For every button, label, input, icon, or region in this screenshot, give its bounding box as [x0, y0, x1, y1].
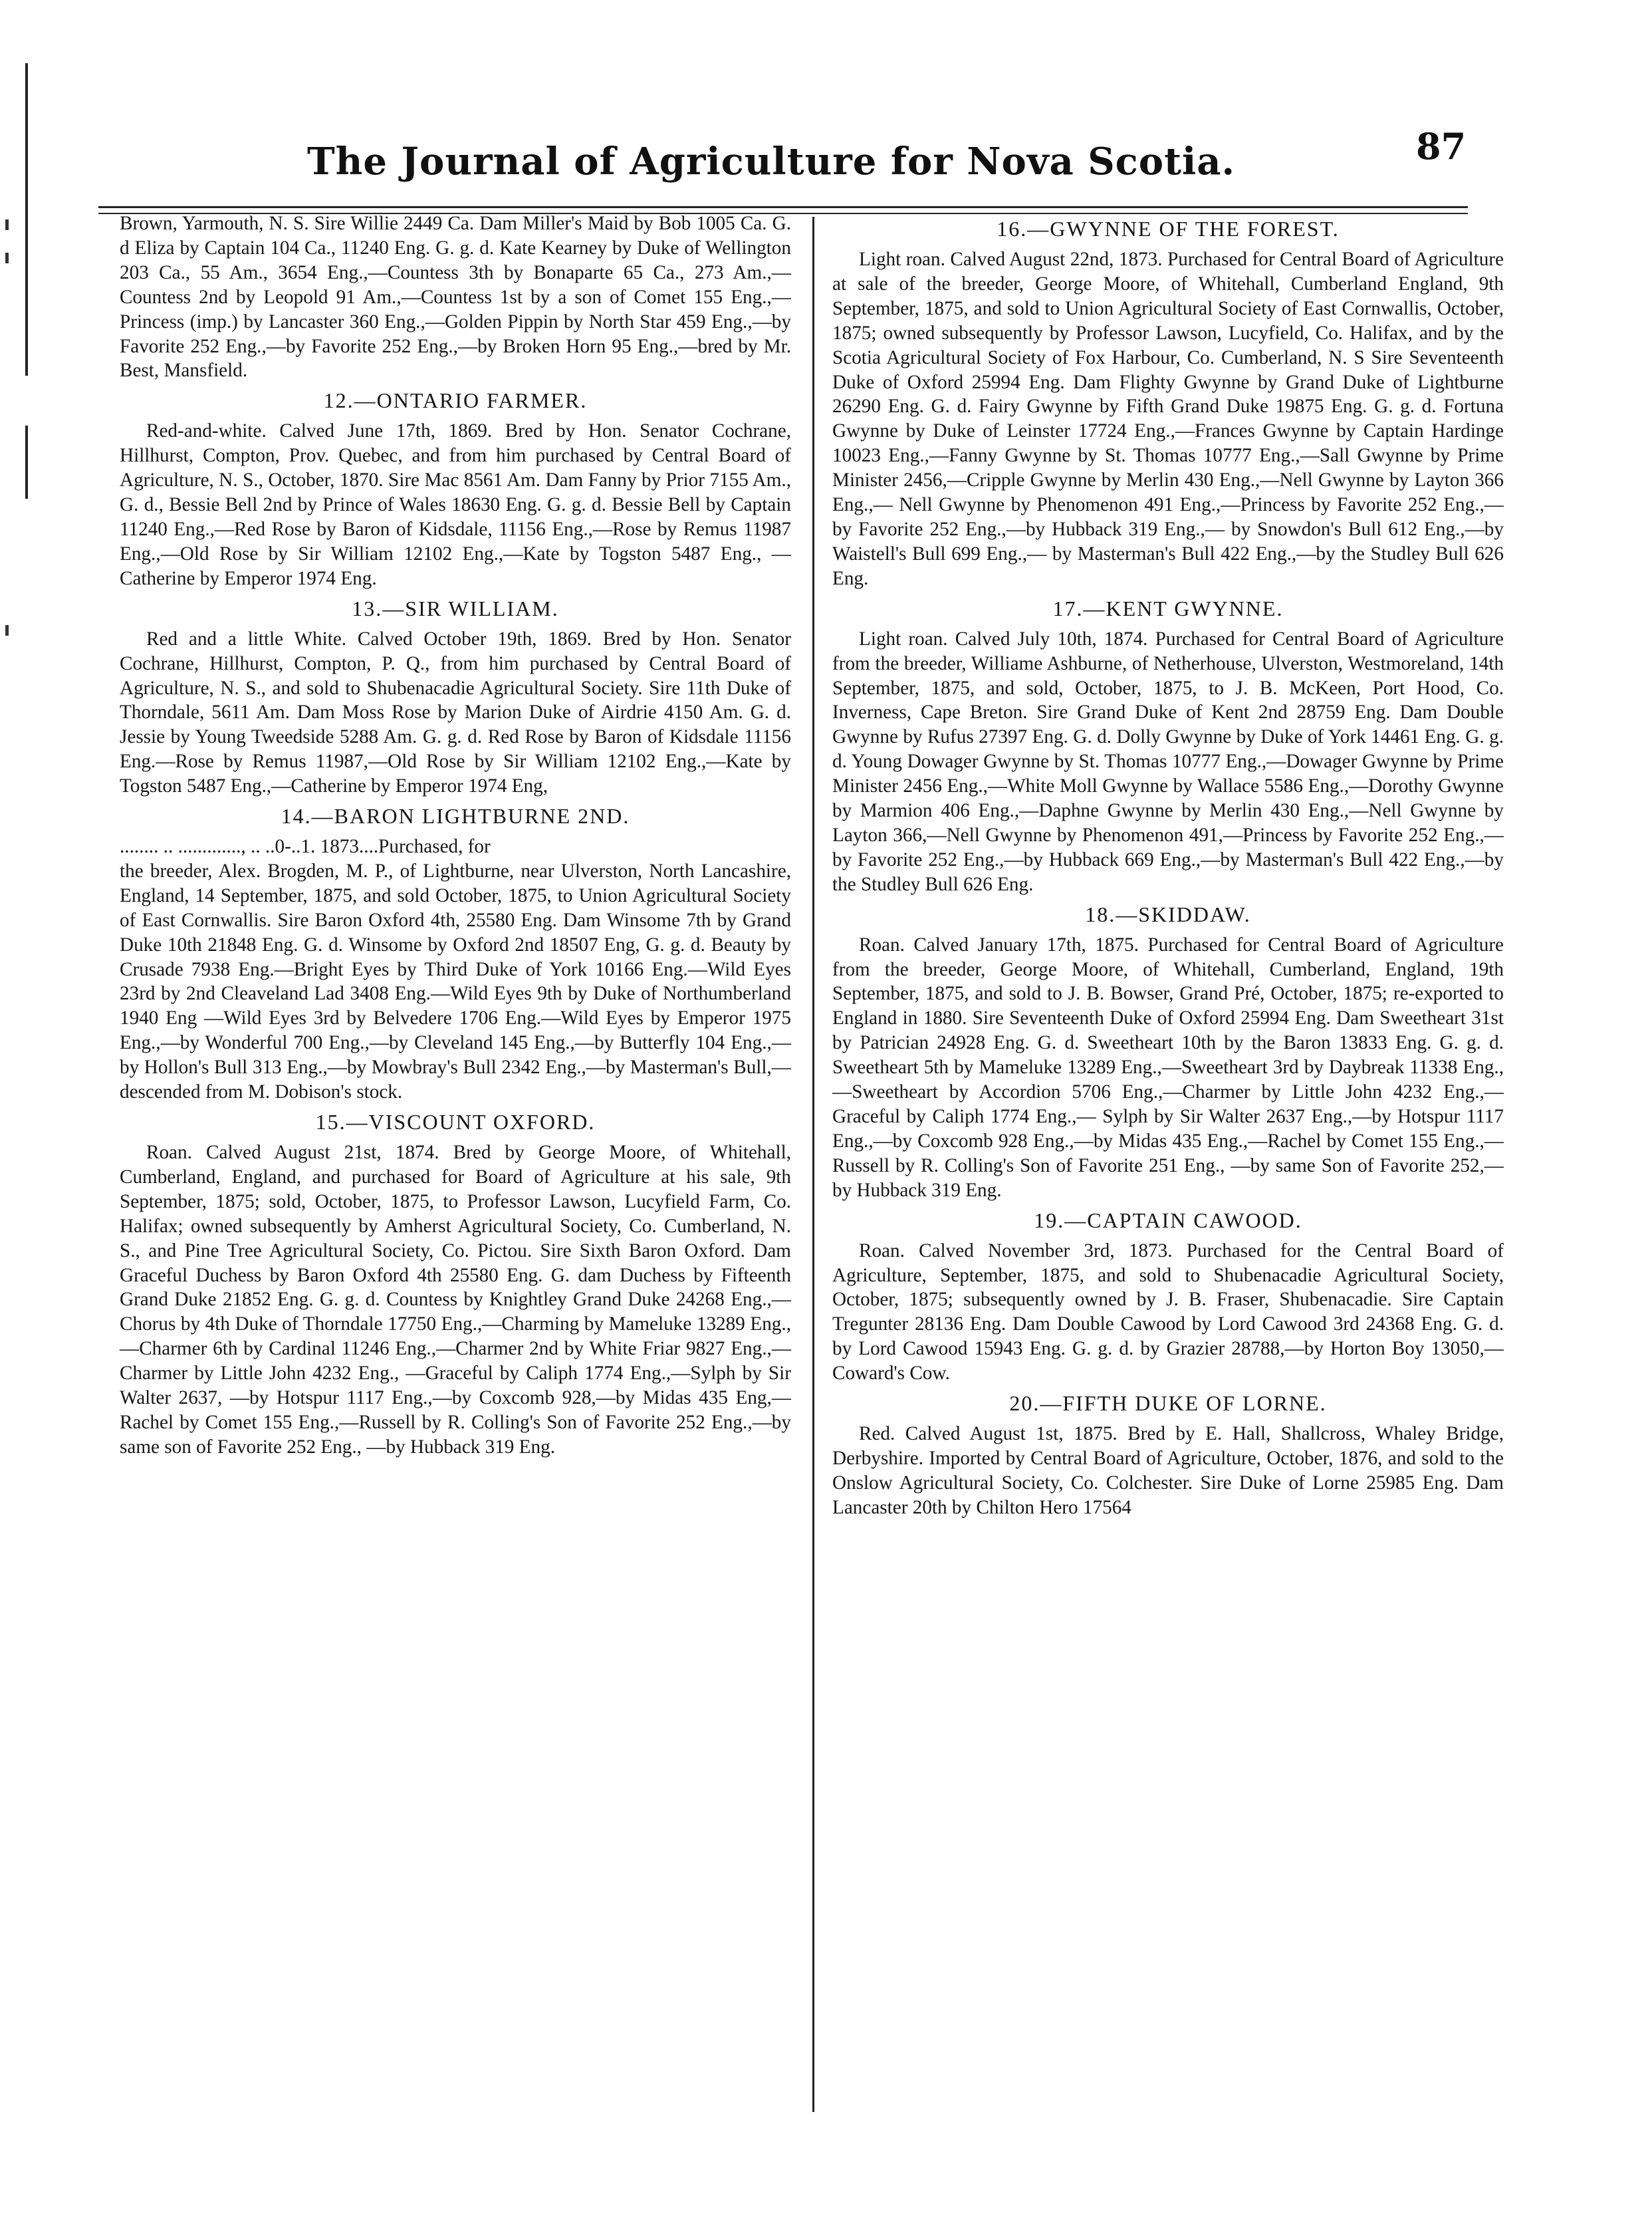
entry-text: the breeder, Alex. Brogden, M. P., of Lightburne, near Ulverston, North Lancashire, England, 14 September, 1875, and sold October, 1875, to Union Agricultural Society of East Cornwallis. Sire Baron Oxford 4th, 25580 Eng. Dam Winsome 7th by Grand Duke 10th 21848 Eng. G. d. Winsome by Oxford 2nd 18507 Eng, G. g. d. Beauty by Crusade 7938 Eng.—Bright Eyes by Third Duke of York 10166 Eng.—Wild Eyes 23rd by 2nd Cleaveland Lad 3408 Eng.—Wild Eyes 9th by Duke of Northumberland 1940 Eng —Wild Eyes 3rd by Belvedere 1706 Eng.—Wild Eyes by Emperor 1975 Eng.,—by Wonderful 700 Eng.,—by Cleveland 145 Eng.,—by Butterfly 104 Eng.,—by Hollon's Bull 313 Eng.,—by Mowbray's Bull 2342 Eng.,—by Masterman's Bull,—descended from M. Dobison's stock.	[120, 860, 791, 1103]
entry-heading: 12.—ONTARIO FARMER.	[323, 388, 588, 413]
right-column	[832, 211, 1504, 1520]
left-column	[120, 211, 791, 1460]
entry-text: Red-and-white. Calved June 17th, 1869. Bred by Hon. Senator Cochrane, Hillhurst, Compton, Prov. Quebec, and from him purchased by Central Board of Agriculture, N. S., October, 1870. Sire Mac 8561 Am. Dam Fanny by Prior 7155 Am., G. d., Bessie Bell 2nd by Prince of Wales 18630 Eng. G. g. d. Bessie Bell by Captain 11240 Eng.,—Red Rose by Baron of Kidsdale, 11156 Eng.,—Rose by Remus 11987 Eng.,—Old Rose by Sir William 12102 Eng.,—Kate by Togston 5487 Eng., —Catherine by Emperor 1974 Eng.	[120, 420, 791, 589]
entry-heading: 14.—BARON LIGHTBURNE 2ND.	[281, 804, 630, 829]
margin-mark	[5, 253, 9, 263]
entry-text-garbled: ........ .. ............., .. ..0-..1. 1873....Purchased, for	[120, 836, 491, 858]
margin-rule	[25, 63, 28, 376]
margin-mark	[5, 219, 9, 230]
entry-heading: 17.—KENT GWYNNE.	[1052, 596, 1284, 620]
entry-continuation: Brown, Yarmouth, N. S. Sire Willie 2449 Ca. Dam Miller's Maid by Bob 1005 Ca. G. d Eliza by Captain 104 Ca., 11240 Eng. G. g. d. Kate Kearney by Duke of Wellington 203 Ca., 55 Am., 3654 Eng.,—Countess 3th by Bonaparte 65 Ca., 273 Am.,—Countess 2nd by Leopold 91 Am.,—Countess 1st by a son of Comet 155 Eng.,—Princess (imp.) by Lancaster 360 Eng.,—Golden Pippin by North Star 459 Eng.,—by Favorite 252 Eng.,—by Favorite 252 Eng.,—by Broken Horn 95 Eng.,—bred by Mr. Best, Mansfield.	[120, 213, 791, 382]
margin-rule	[25, 426, 28, 499]
column-divider	[812, 217, 814, 2112]
entry-text: Roan. Calved November 3rd, 1873. Purchased for the Central Board of Agriculture, September, 1875, and sold to Shubenacadie Agricultural Society, October, 1875; subsequently owned by J. B. Fraser, Shubenacadie. Sire Captain Tregunter 28136 Eng. Dam Double Cawood by Lord Cawood 3rd 24368 Eng. G. d. by Lord Cawood 15943 Eng. G. g. d. by Grazier 28788,—by Horton Boy 13050,—Coward's Cow.	[832, 1240, 1504, 1384]
header-rule	[98, 206, 1468, 208]
entry-text: Roan. Calved January 17th, 1875. Purchased for Central Board of Agriculture from the breeder, George Moore, of Whitehall, Cumberland, England, 19th September, 1875, and sold to J. B. Bowser, Grand Pré, October, 1875; re-exported to England in 1880. Sire Seventeenth Duke of Oxford 25994 Eng. Dam Sweetheart 31st by Patrician 24928 Eng. G. d. Sweetheart 10th by the Baron 13833 Eng. G. g. d. Sweetheart 5th by Mameluke 13289 Eng.,—Sweetheart 3rd by Daybreak 11338 Eng.,—Sweetheart by Accordion 5706 Eng.,—Charmer by Little John 4232 Eng.,—Graceful by Caliph 1774 Eng.,— Sylph by Sir Walter 2637 Eng.,—by Hotspur 1117 Eng.,—by Coxcomb 928 Eng.,—by Midas 435 Eng.,—Rachel by Comet 155 Eng.,—Russell by R. Colling's Son of Favorite 251 Eng., —by same Son of Favorite 252,—by Hubback 319 Eng.	[832, 934, 1504, 1201]
entry-heading: 20.—FIFTH DUKE OF LORNE.	[1009, 1391, 1327, 1416]
margin-mark	[5, 625, 9, 636]
entry-text: Light roan. Calved July 10th, 1874. Purchased for Central Board of Agriculture from the breeder, Williame Ashburne, of Netherhouse, Ulverston, Westmoreland, 14th September, 1875, and sold, October, 1875, to J. B. McKeen, Port Hood, Co. Inverness, Cape Breton. Sire Grand Duke of Kent 2nd 28759 Eng. Dam Double Gwynne by Rufus 27397 Eng. G. d. Dolly Gwynne by Duke of York 14461 Eng. G. g. d. Young Dowager Gwynne by St. Thomas 10777 Eng.,—Dowager Gwynne by Prime Minister 2456 Eng.,—White Moll Gwynne by Wallace 5586 Eng.,—Dorothy Gwynne by Marmion 406 Eng.,—Daphne Gwynne by Merlin 430 Eng.,—Nell Gwynne by Layton 366,—Nell Gwynne by Phenomenon 491,—Princess by Favorite 252 Eng.,—by Favorite 252 Eng.,—by Hubback 669 Eng.,—by Masterman's Bull 422 Eng.,—by the Studley Bull 626 Eng.	[832, 628, 1504, 895]
entry-heading: 19.—CAPTAIN CAWOOD.	[1034, 1208, 1302, 1232]
entry-heading: 18.—SKIDDAW.	[1085, 902, 1251, 926]
page-number: 87	[1416, 125, 1467, 168]
entry-text: Red. Calved August 1st, 1875. Bred by E. Hall, Shallcross, Whaley Bridge, Derbyshire. Imported by Central Board of Agriculture, October, 1876, and sold to the Onslow Agricultural Society, Co. Colchester. Sire Duke of Lorne 25985 Eng. Dam Lancaster 20th by Chilton Hero 17564	[832, 1423, 1504, 1518]
entry-text: Red and a little White. Calved October 19th, 1869. Bred by Hon. Senator Cochrane, Hillhurst, Compton, P. Q., from him purchased by Central Board of Agriculture, N. S., and sold to Shubenacadie Agricultural Society. Sire 11th Duke of Thorndale, 5611 Am. Dam Moss Rose by Marion Duke of Airdrie 4150 Am. G. d. Jessie by Young Tweedside 5288 Am. G. g. d. Red Rose by Baron of Kidsdale 11156 Eng.—Rose by Remus 11987,—Old Rose by Sir William 12102 Eng.,—Kate by Togston 5487 Eng.,—Catherine by Emperor 1974 Eng,	[120, 628, 791, 797]
entry-heading: 13.—SIR WILLIAM.	[352, 596, 559, 620]
entry-heading: 16.—GWYNNE OF THE FOREST.	[997, 217, 1340, 241]
journal-title: The Journal of Agriculture for Nova Scotia.	[306, 140, 1236, 184]
entry-text: Light roan. Calved August 22nd, 1873. Purchased for Central Board of Agriculture at sale of the breeder, George Moore, of Whitehall, Cumberland England, 9th September, 1875, and sold to Union Agricultural Society of East Cornwallis, October, 1875; owned subsequently by Professor Lawson, Lucyfield, Co. Halifax, and by the Scotia Agricultural Society of Fox Harbour, Co. Cumberland, N. S Sire Seventeenth Duke of Oxford 25994 Eng. Dam Flighty Gwynne by Grand Duke of Lightburne 26290 Eng. G. d. Fairy Gwynne by Fifth Grand Duke 19875 Eng. G. g. d. Fortuna Gwynne by Duke of Leinster 17724 Eng.,—Frances Gwynne by Captain Hardinge 10023 Eng.,—Fanny Gwynne by St. Thomas 10777 Eng.,—Sall Gwynne by Prime Minister 2456,—Cripple Gwynne by Merlin 430 Eng.,—Nell Gwynne by Layton 366 Eng.,— Nell Gwynne by Phenomenon 491 Eng.,—Princess by Favorite 252 Eng.,—by Favorite 252 Eng.,—by Hubback 319 Eng.,— by Snowdon's Bull 612 Eng.,—by Waistell's Bull 699 Eng.,— by Masterman's Bull 422 Eng.,—by the Studley Bull 626 Eng.	[832, 249, 1504, 589]
entry-text: Roan. Calved August 21st, 1874. Bred by George Moore, of Whitehall, Cumberland, England, and purchased for Board of Agriculture at his sale, 9th September, 1875; sold, October, 1875, to Professor Lawson, Lucyfield Farm, Co. Halifax; owned subsequently by Amherst Agricultural Society, Co. Cumberland, N. S., and Pine Tree Agricultural Society, Co. Pictou. Sire Sixth Baron Oxford. Dam Graceful Duchess by Baron Oxford 4th 25580 Eng. G. dam Duchess by Fifteenth Grand Duke 21852 Eng. G. g. d. Countess by Knightley Grand Duke 24268 Eng.,—Chorus by 4th Duke of Thorndale 17750 Eng.,—Charming by Mameluke 13289 Eng., —Charmer 6th by Cardinal 11246 Eng.,—Charmer 2nd by White Friar 9827 Eng.,—Charmer by Little John 4232 Eng., —Graceful by Caliph 1774 Eng.,—Sylph by Sir Walter 2637, —by Hotspur 1117 Eng.,—by Coxcomb 928,—by Midas 435 Eng,—Rachel by Comet 155 Eng.,—Russell by R. Colling's Son of Favorite 252 Eng.,—by same son of Favorite 252 Eng., —by Hubback 319 Eng.	[120, 1142, 791, 1458]
entry-heading: 15.—VISCOUNT OXFORD.	[315, 1110, 596, 1134]
